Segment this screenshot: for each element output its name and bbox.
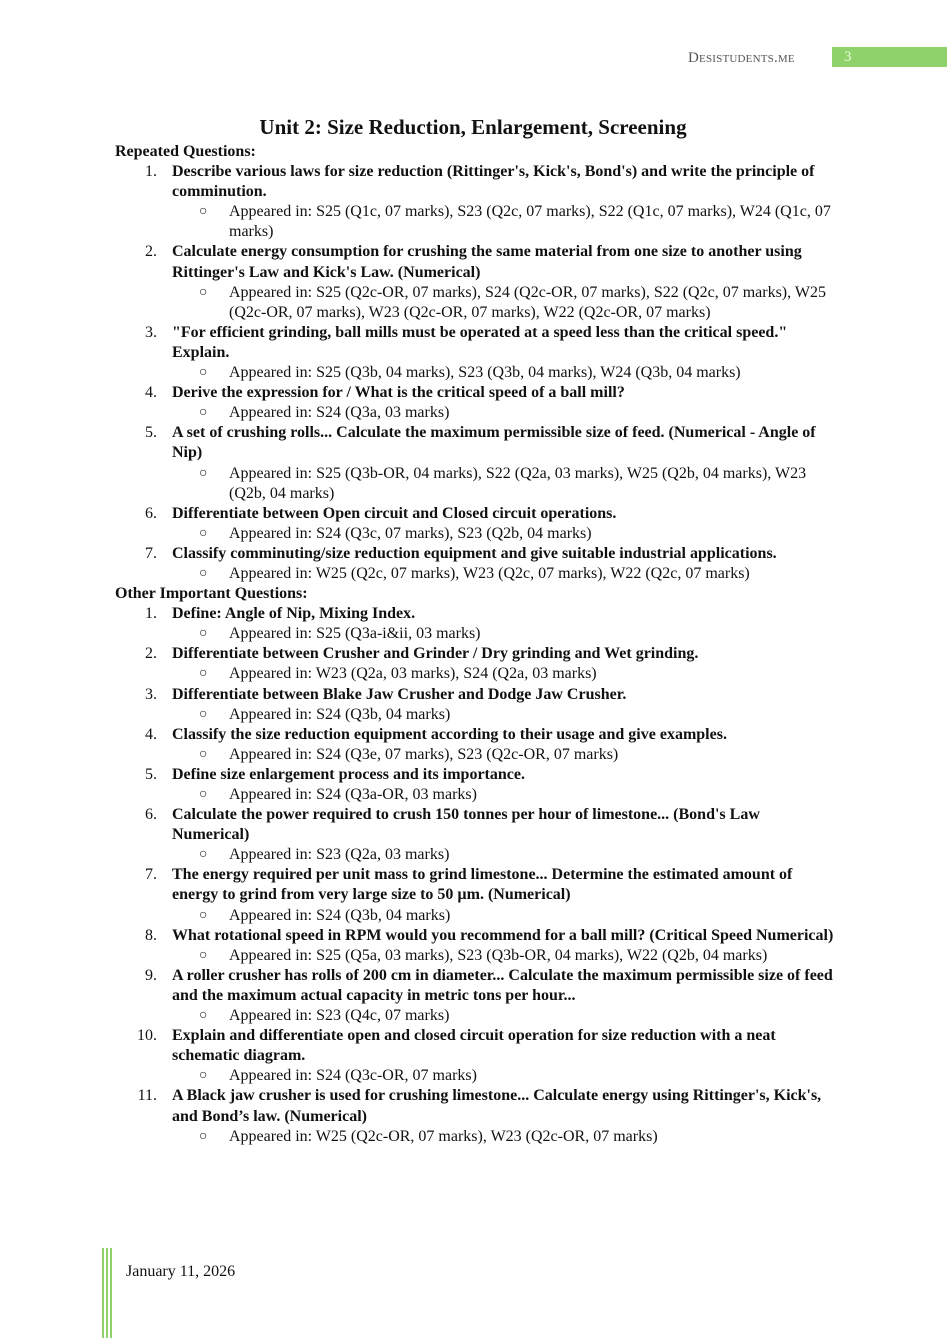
appeared-in-entry (115, 785, 835, 805)
hollow-bullet-icon: ○ (199, 365, 208, 381)
question-item (115, 1086, 835, 1146)
question-text: Calculate energy consumption for crushing the same material from one size to another using Rittinger's Law and Kick's Law. (Numerical) (172, 243, 802, 281)
question-number: 10. (137, 1027, 157, 1045)
appeared-in-text: Appeared in: S25 (Q5a, 03 marks), S23 (Q3b-OR, 04 marks), W22 (Q2b, 04 marks) (229, 946, 768, 964)
question-item (115, 725, 835, 765)
question-item (115, 423, 835, 503)
appeared-in-text: Appeared in: S24 (Q3c-OR, 07 marks) (229, 1067, 477, 1085)
appeared-in-entry (115, 403, 835, 423)
footer-line (102, 1248, 104, 1338)
question-item (115, 544, 835, 584)
question-number: 11. (137, 1087, 157, 1105)
section-heading: Repeated Questions: (115, 143, 256, 160)
question-text: The energy required per unit mass to grind limestone... Determine the estimated amount of energy to grind from very large size to 50 µm. (Numerical) (172, 866, 793, 904)
question-number: 1. (145, 605, 157, 623)
appeared-in-text: Appeared in: S25 (Q2c-OR, 07 marks), S24 (Q2c-OR, 07 marks), S22 (Q2c, 07 marks), W25 (Q2c-OR, 07 marks), W23 (Q2c-OR, 07 marks), W22 (Q2c-OR, 07 marks) (229, 283, 826, 321)
question-item (115, 765, 835, 805)
footer-line (110, 1248, 112, 1338)
appeared-in-text: Appeared in: W25 (Q2c, 07 marks), W23 (Q2c, 07 marks), W22 (Q2c, 07 marks) (229, 564, 750, 582)
question-text: What rotational speed in RPM would you recommend for a ball mill? (Critical Speed Numerical) (172, 926, 834, 944)
appeared-in-entry (115, 664, 835, 684)
question-number: 3. (145, 685, 157, 703)
question-item (115, 926, 835, 966)
question-text: Define size enlargement process and its importance. (172, 765, 525, 783)
appeared-in-entry (115, 906, 835, 926)
question-number: 1. (145, 163, 157, 181)
question-text: Classify the size reduction equipment according to their usage and give examples. (172, 725, 727, 743)
hollow-bullet-icon: ○ (199, 626, 208, 642)
appeared-in-entry (115, 464, 835, 504)
hollow-bullet-icon: ○ (199, 565, 208, 581)
question-text: Explain and differentiate open and closed circuit operation for size reduction with a neat schematic diagram. (172, 1027, 776, 1065)
question-number: 5. (145, 424, 157, 442)
appeared-in-entry (115, 202, 835, 242)
question-number: 4. (145, 725, 157, 743)
appeared-in-entry (115, 1066, 835, 1086)
appeared-in-text: Appeared in: S25 (Q3b, 04 marks), S23 (Q3b, 04 marks), W24 (Q3b, 04 marks) (229, 364, 741, 382)
question-text: Differentiate between Crusher and Grinder / Dry grinding and Wet grinding. (172, 645, 699, 663)
appeared-in-text: Appeared in: W25 (Q2c-OR, 07 marks), W23 (Q2c-OR, 07 marks) (229, 1127, 658, 1145)
question-list (115, 604, 835, 1147)
page-title: Unit 2: Size Reduction, Enlargement, Screening (259, 115, 687, 139)
hollow-bullet-icon: ○ (199, 284, 208, 300)
question-number: 3. (145, 323, 157, 341)
appeared-in-entry (115, 564, 835, 584)
section-heading: Other Important Questions: (115, 585, 308, 603)
question-text: Differentiate between Blake Jaw Crusher and Dodge Jaw Crusher. (172, 685, 627, 703)
sections-container (115, 142, 835, 1147)
hollow-bullet-icon: ○ (199, 405, 208, 421)
question-text: Derive the expression for / What is the critical speed of a ball mill? (172, 384, 625, 402)
appeared-in-entry (115, 1006, 835, 1026)
footer-date: January 11, 2026 (126, 1263, 236, 1280)
hollow-bullet-icon: ○ (199, 847, 208, 863)
appeared-in-entry (115, 1127, 835, 1147)
appeared-in-text: Appeared in: S25 (Q3a-i&ii, 03 marks) (229, 625, 481, 643)
question-number: 9. (145, 966, 157, 984)
page-number-badge (832, 47, 947, 67)
appeared-in-entry (115, 946, 835, 966)
appeared-in-entry (115, 705, 835, 725)
site-name: Desistudents.me (688, 50, 795, 66)
question-number: 2. (145, 645, 157, 663)
footer-line (106, 1248, 108, 1338)
question-item (115, 604, 835, 644)
question-number: 5. (145, 765, 157, 783)
hollow-bullet-icon: ○ (199, 947, 208, 963)
appeared-in-entry (115, 283, 835, 323)
hollow-bullet-icon: ○ (199, 746, 208, 762)
hollow-bullet-icon: ○ (199, 465, 208, 481)
hollow-bullet-icon: ○ (199, 1008, 208, 1024)
question-item (115, 242, 835, 322)
question-number: 2. (145, 243, 157, 261)
question-item (115, 966, 835, 1026)
hollow-bullet-icon: ○ (199, 1128, 208, 1144)
question-item (115, 685, 835, 725)
question-number: 8. (145, 926, 157, 944)
question-item (115, 323, 835, 383)
question-item (115, 865, 835, 925)
appeared-in-text: Appeared in: S24 (Q3b, 04 marks) (229, 705, 451, 723)
appeared-in-text: Appeared in: S25 (Q1c, 07 marks), S23 (Q2c, 07 marks), S22 (Q1c, 07 marks), W24 (Q1c, 07 marks) (229, 203, 831, 241)
appeared-in-text: Appeared in: S24 (Q3c, 07 marks), S23 (Q2b, 04 marks) (229, 524, 592, 542)
question-list (115, 162, 835, 584)
question-item (115, 644, 835, 684)
appeared-in-entry (115, 845, 835, 865)
hollow-bullet-icon: ○ (199, 525, 208, 541)
question-item (115, 162, 835, 242)
appeared-in-entry (115, 624, 835, 644)
question-text: Define: Angle of Nip, Mixing Index. (172, 605, 416, 623)
appeared-in-text: Appeared in: S24 (Q3a-OR, 03 marks) (229, 786, 477, 803)
question-text: A Black jaw crusher is used for crushing limestone... Calculate energy using Rittinger's, Kick's, and Bond’s law. (Numerical) (172, 1087, 822, 1125)
question-text: Calculate the power required to crush 150 tonnes per hour of limestone... (Bond's Law Numerical) (172, 806, 760, 844)
question-item (115, 805, 835, 865)
hollow-bullet-icon: ○ (199, 706, 208, 722)
appeared-in-text: Appeared in: S23 (Q2a, 03 marks) (229, 846, 450, 864)
hollow-bullet-icon: ○ (199, 907, 208, 923)
appeared-in-text: Appeared in: W23 (Q2a, 03 marks), S24 (Q2a, 03 marks) (229, 665, 597, 683)
question-number: 7. (145, 544, 157, 562)
appeared-in-text: Appeared in: S24 (Q3a, 03 marks) (229, 404, 450, 422)
question-item (115, 1026, 835, 1086)
hollow-bullet-icon: ○ (199, 666, 208, 682)
appeared-in-entry (115, 363, 835, 383)
appeared-in-text: Appeared in: S24 (Q3e, 07 marks), S23 (Q2c-OR, 07 marks) (229, 745, 619, 763)
question-number: 7. (145, 866, 157, 884)
hollow-bullet-icon: ○ (199, 204, 208, 220)
question-text: A set of crushing rolls... Calculate the maximum permissible size of feed. (Numerical - Angle of Nip) (172, 424, 816, 462)
question-number: 4. (145, 384, 157, 402)
appeared-in-text: Appeared in: S25 (Q3b-OR, 04 marks), S22 (Q2a, 03 marks), W25 (Q2b, 04 marks), W23 (Q2b, 04 marks) (229, 464, 807, 502)
hollow-bullet-icon: ○ (199, 1068, 208, 1084)
question-number: 6. (145, 504, 157, 522)
question-text: "For efficient grinding, ball mills must be operated at a speed less than the critical speed." Explain. (172, 323, 788, 361)
question-item (115, 504, 835, 544)
question-text: Differentiate between Open circuit and Closed circuit operations. (172, 504, 617, 522)
appeared-in-entry (115, 524, 835, 544)
hollow-bullet-icon: ○ (199, 787, 208, 802)
appeared-in-text: Appeared in: S23 (Q4c, 07 marks) (229, 1007, 450, 1025)
footer-decorative-lines (102, 1248, 114, 1338)
page-number: 3 (844, 49, 852, 65)
document-body (115, 114, 835, 1147)
question-text: A roller crusher has rolls of 200 cm in diameter... Calculate the maximum permissible size of feed and the maximum actual capacity in metric tons per hour... (172, 966, 833, 1004)
question-text: Describe various laws for size reduction (Rittinger's, Kick's, Bond's) and write the principle of comminution. (172, 163, 815, 201)
appeared-in-text: Appeared in: S24 (Q3b, 04 marks) (229, 906, 451, 924)
question-item (115, 383, 835, 423)
question-number: 6. (145, 806, 157, 824)
question-text: Classify comminuting/size reduction equipment and give suitable industrial applications. (172, 544, 777, 562)
appeared-in-entry (115, 745, 835, 765)
